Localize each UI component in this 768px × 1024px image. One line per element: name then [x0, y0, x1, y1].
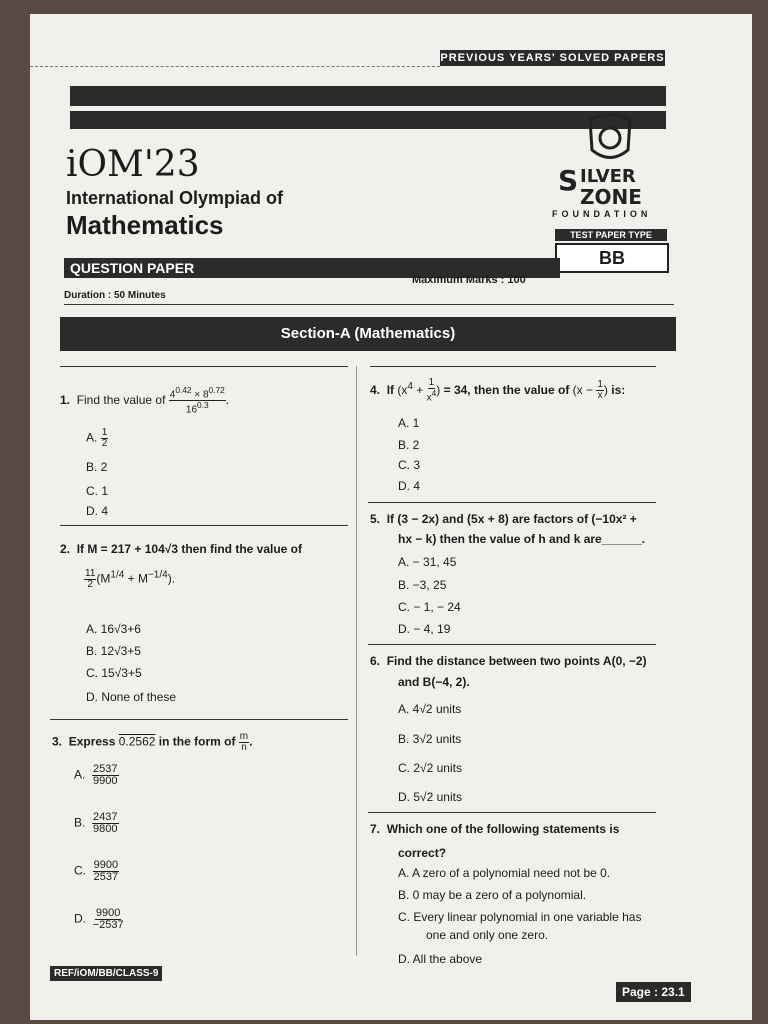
q7-option-c[interactable]: C. Every linear polynomial in one variable has	[398, 910, 642, 924]
question-2: 2. If M = 217 + 104√3 then find the value of	[60, 542, 303, 556]
svg-text:ZONE: ZONE	[580, 185, 642, 209]
previous-years-banner: PREVIOUS YEARS' SOLVED PAPERS	[440, 52, 665, 64]
svg-text:ILVER: ILVER	[580, 166, 636, 187]
q1-option-d[interactable]: D. 4	[86, 504, 109, 518]
reference-code: REF/iOM/BB/CLASS-9	[50, 966, 162, 981]
divider	[368, 812, 656, 813]
q2-expression: $\frac{11}{2}$ $(M^{1/4} + M^{-1/4})$.	[85, 568, 176, 590]
question-7: 7. Which one of the following statements is	[370, 822, 620, 836]
question-6-line2: and B(−4, 2).	[398, 675, 470, 689]
q5-option-a[interactable]: A. − 31, 45	[398, 555, 457, 569]
q6-option-d[interactable]: D. 5√2 units	[398, 790, 462, 804]
q5-option-c[interactable]: C. − 1, − 24	[398, 600, 461, 614]
column-divider	[356, 366, 357, 956]
foundation-label: FOUNDATION	[552, 209, 652, 219]
dashed-divider	[30, 66, 440, 67]
duration: Duration : 50 Minutes	[64, 290, 166, 301]
question-number: 1.	[60, 393, 71, 407]
exam-title: iOM'23	[66, 144, 200, 185]
question-7-line2: correct?	[398, 846, 447, 860]
question-4: 4. If ($x^4$ + $\frac{1}{x^4}$ ) = 34, then the value of (x − $\frac{1}{x}$ ) is:	[370, 377, 626, 404]
divider	[50, 719, 348, 720]
question-6: 6. Find the distance between two points A(0, −2)	[370, 654, 647, 668]
q3-option-b[interactable]: B. $\frac{2437}{9800}$	[74, 811, 118, 835]
exam-subtitle: International Olympiad of	[66, 188, 284, 208]
q1-option-c[interactable]: C. 1	[86, 484, 109, 498]
q7-option-b[interactable]: B. 0 may be a zero of a polynomial.	[398, 888, 587, 902]
exam-subject: Mathematics	[66, 210, 224, 240]
q7-option-c-cont: one and only one zero.	[426, 928, 549, 942]
divider	[370, 366, 656, 367]
q2-option-d[interactable]: D. None of these	[86, 690, 177, 704]
q6-option-b[interactable]: B. 3√2 units	[398, 732, 462, 746]
q5-option-b[interactable]: B. −3, 25	[398, 578, 447, 592]
q1-option-b[interactable]: B. 2	[86, 460, 108, 474]
q4-option-d[interactable]: D. 4	[398, 479, 421, 493]
question-5-line2: hx − k) then the value of h and k are______.	[398, 532, 646, 546]
q4-option-a[interactable]: A. 1	[398, 416, 420, 430]
q3-option-c[interactable]: C. $\frac{9900}{2537}$	[74, 859, 119, 883]
q3-option-d[interactable]: D. $\frac{9900}{-2537}$	[74, 907, 124, 931]
question-1: 1. Find the value of $\frac{4^{0.42} \times 8^{0.72}}{16^{0.3}}$ .	[60, 385, 230, 416]
divider	[368, 502, 656, 503]
svg-text:S: S	[558, 164, 579, 197]
fraction: $\frac{4^{0.42} \times 8^{0.72}}{16^{0.3}}$	[169, 385, 225, 416]
question-5: 5. If (3 − 2x) and (5x + 8) are factors of (−10x² +	[370, 512, 637, 526]
question-paper-label: QUESTION PAPER	[64, 258, 560, 278]
q2-option-b[interactable]: B. 12√3+5	[86, 644, 141, 658]
q7-option-a[interactable]: A. A zero of a polynomial need not be 0.	[398, 866, 611, 880]
q1-option-a[interactable]: A. $\frac{1}{2}$	[86, 427, 108, 449]
divider	[60, 366, 348, 367]
section-heading: Section-A (Mathematics)	[60, 317, 676, 351]
divider	[64, 304, 674, 305]
header-bar	[70, 86, 666, 106]
test-paper-type-value: BB	[555, 243, 669, 273]
q5-option-d[interactable]: D. − 4, 19	[398, 622, 451, 636]
divider	[60, 525, 348, 526]
q2-option-a[interactable]: A. 16√3+6	[86, 622, 141, 636]
q6-option-a[interactable]: A. 4√2 units	[398, 702, 462, 716]
test-paper-type-label: TEST PAPER TYPE	[555, 229, 667, 241]
question-paper-page	[30, 14, 752, 1020]
q3-option-a[interactable]: A. $\frac{2537}{9900}$	[74, 763, 118, 787]
q6-option-c[interactable]: C. 2√2 units	[398, 761, 462, 775]
question-3: 3. Express 0.2562 in the form of $\frac{m}{n}$ .	[52, 731, 253, 753]
q4-option-c[interactable]: C. 3	[398, 458, 421, 472]
q4-option-b[interactable]: B. 2	[398, 438, 420, 452]
maximum-marks: Maximum Marks : 100	[412, 274, 526, 286]
q2-option-c[interactable]: C. 15√3+5	[86, 666, 142, 680]
page-number: Page : 23.1	[616, 982, 691, 1002]
q7-option-d[interactable]: D. All the above	[398, 952, 483, 966]
divider	[368, 644, 656, 645]
question-text: Find the value of	[76, 393, 166, 407]
